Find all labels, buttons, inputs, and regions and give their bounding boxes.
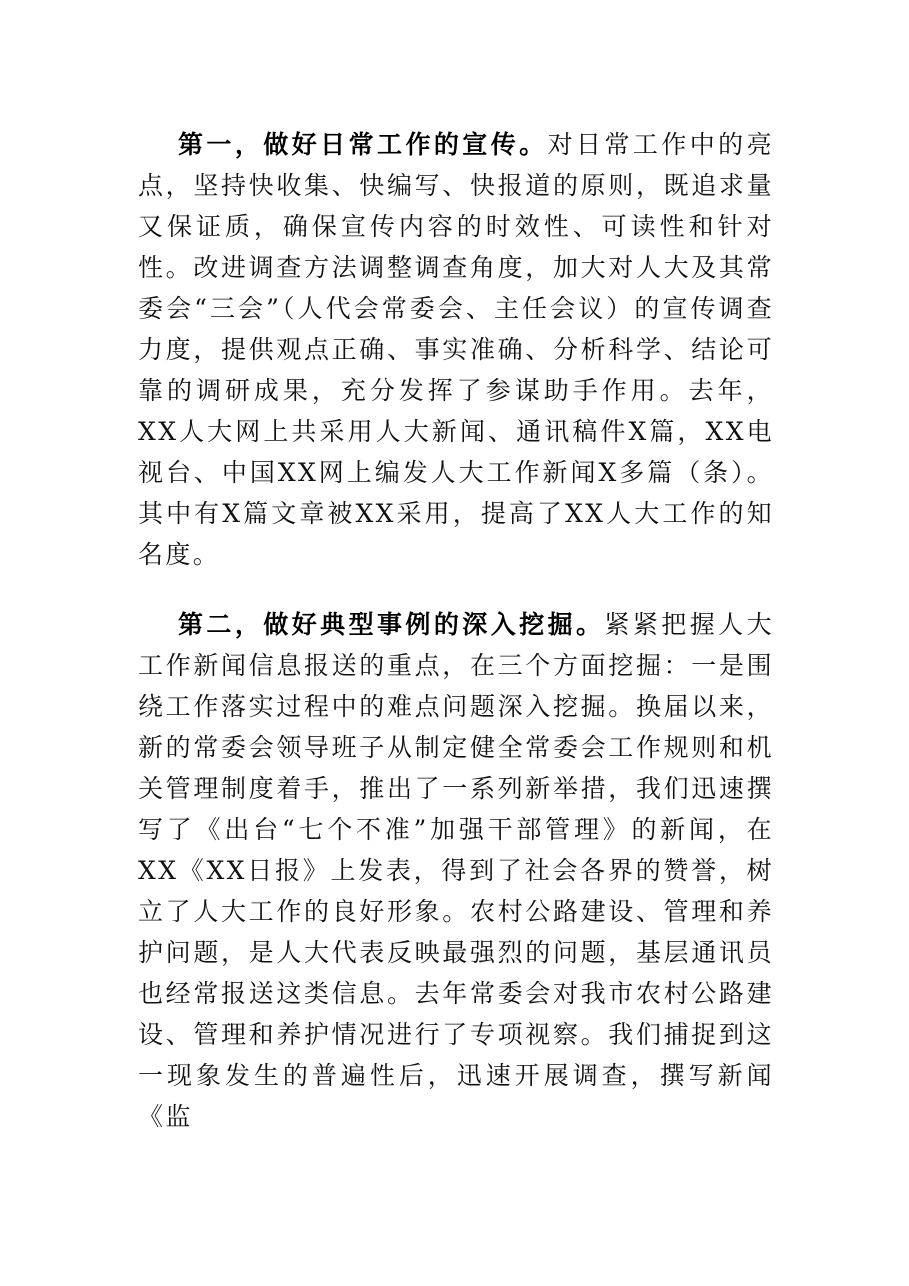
paragraph-2 <box>138 604 774 1137</box>
paragraph-2-heading: 第二，做好典型事例的深入挖掘。 <box>178 610 605 639</box>
paragraph-1-heading: 第一，做好日常工作的宣传。 <box>178 130 548 159</box>
paragraph-2-text: 紧紧把握人大工作新闻信息报送的重点，在三个方面挖掘：一是围绕工作落实过程中的难点问题深入挖掘。换届以来，新的常委会领导班子从制定健全常委会工作规则和机关管理制度着手，推出了一系列新举措，我们迅速撰写了《出台“七个不准”加强干部管理》的新闻，在XX《XX日报》上发表，得到了社会各界的赞誉，树立了人大工作的良好形象。农村公路建设、管理和养护问题，是人大代表反映最强烈的问题，基层通讯员也经常报送这类信息。去年常委会对我市农村公路建设、管理和养护情况进行了专项视察。我们捕捉到这一现象发生的普遍性后，迅速开展调查，撰写新闻《监 <box>138 610 774 1131</box>
document-body <box>138 124 774 1137</box>
paragraph-1 <box>138 124 774 575</box>
paragraph-1-text: 对日常工作中的亮点，坚持快收集、快编写、快报道的原则，既追求量又保证质，确保宣传内容的时效性、可读性和针对性。改进调查方法调整调查角度，加大对人大及其常委会“三会”（人代会常委会、主任会议）的宣传调查力度，提供观点正确、事实准确、分析科学、结论可靠的调研成果，充分发挥了参谋助手作用。去年，XX人大网上共采用人大新闻、通讯稿件X篇，XX电视台、中国XX网上编发人大工作新闻X多篇（条）。其中有X篇文章被XX采用，提高了XX人大工作的知名度。 <box>138 130 775 569</box>
